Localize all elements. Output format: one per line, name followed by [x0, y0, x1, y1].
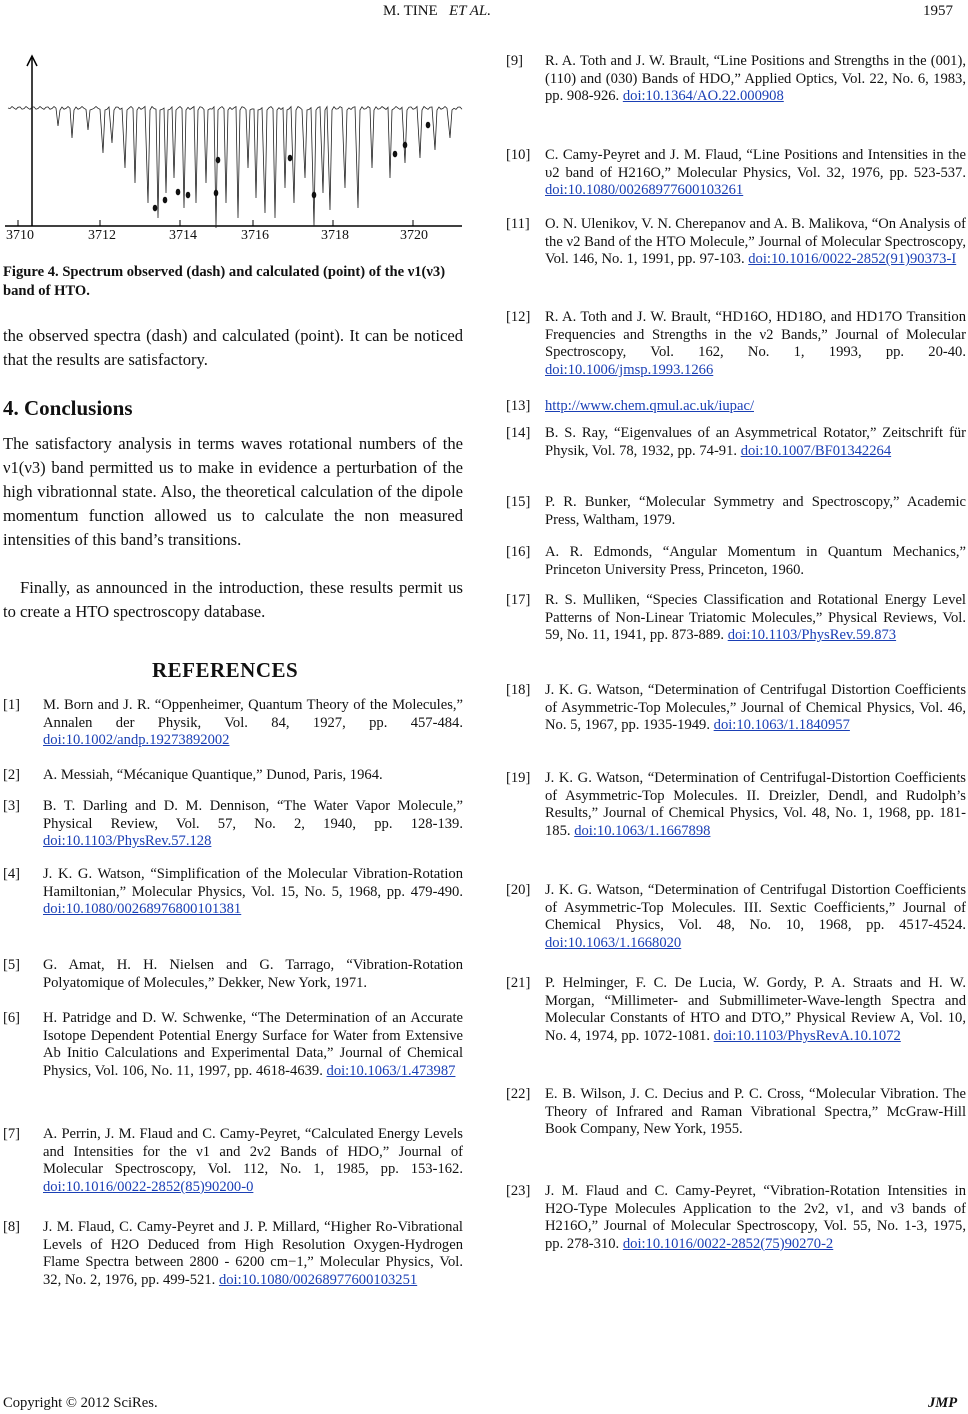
ref-text: R. A. Toth and J. W. Brault, “Line Positions and Strengths in the (001), (110) and (030) Bands of HDO,” Applied Optics, Vol. 22, No. 6, 1983, pp. 908-926.: [545, 53, 966, 105]
figure-caption: Figure 4. Spectrum observed (dash) and calculated (point) of the ν1(ν3) band of HTO.: [3, 264, 446, 299]
tick-label: 3716: [241, 228, 269, 243]
calculated-point: [403, 142, 408, 149]
ref-number: [21]: [506, 975, 531, 991]
ref-text: B. T. Darling and D. M. Dennison, “The Water Vapor Molecule,” Physical Review, Vol. 57, No. 2, 1940, pp. 128-139.: [43, 798, 463, 832]
page-number: 1957: [923, 3, 953, 19]
ref-doi-link[interactable]: doi:10.1063/1.1668020: [545, 934, 682, 951]
ref-number: [8]: [3, 1219, 21, 1235]
calculated-point: [312, 192, 317, 199]
header-authors: M. TINE: [383, 3, 438, 19]
x-axis-ticks: [0, 228, 470, 248]
journal-abbrev: JMP: [928, 1395, 958, 1411]
ref-text: G. Amat, H. H. Nielsen and G. Tarrago, “Vibration-Rotation Polyatomique of Molecules,” Dekker, New York, 1971.: [43, 957, 463, 991]
ref-doi-link[interactable]: doi:10.1006/jmsp.1993.1266: [545, 361, 714, 378]
ref-number: [12]: [506, 309, 531, 325]
ref-number: [14]: [506, 425, 531, 441]
ref-text: J. K. G. Watson, “Determination of Centrifugal Distortion Coefficients of Asymmetric-Top Molecules. III. Sextic Coefficients,” Journal of Chemical Physics, Vol. 48, No. 10, 1968, pp. 4517-4524.: [545, 882, 966, 934]
ref-number: [3]: [3, 798, 21, 814]
ref-text: P. R. Bunker, “Molecular Symmetry and Spectroscopy,” Academic Press, Waltham, 1979.: [545, 494, 966, 528]
ref-number: [16]: [506, 544, 531, 560]
tick-label: 3710: [6, 228, 34, 243]
ref-doi-link[interactable]: doi:10.1016/0022-2852(91)90373-I: [748, 251, 957, 268]
ref-number: [17]: [506, 592, 531, 608]
ref-number: [15]: [506, 494, 531, 510]
ref-text: H. Patridge and D. W. Schwenke, “The Determination of an Accurate Isotope Dependent Potential Energy Surface for Water from Extensive Ab Initio Calculations and Experimental Data,” Journal of Chemical Physics, Vol. 106, No. 11, 1997, pp. 4618-4639.: [43, 1010, 463, 1079]
ref-text: A. Messiah, “Mécanique Quantique,” Dunod, Paris, 1964.: [43, 767, 383, 783]
ref-doi-link[interactable]: doi:10.1103/PhysRevA.10.1072: [713, 1027, 901, 1044]
ref-doi-link[interactable]: doi:10.1016/0022-2852(75)90270-2: [622, 1235, 834, 1252]
ref-doi-link[interactable]: doi:10.1080/00268977600103251: [218, 1271, 418, 1288]
ref-text: R. A. Toth and J. W. Brault, “HD16O, HD18O, and HD17O Transition Frequencies and Strengths in the ν2 Bands,” Journal of Molecular Spectroscopy, Vol. 162, No. 1, 1993, pp. 20-40.: [545, 309, 966, 361]
ref-number: [19]: [506, 770, 531, 786]
header-et-al: ET AL.: [448, 3, 491, 19]
section-heading: 4. Conclusions: [3, 396, 133, 420]
ref-doi-link[interactable]: doi:10.1364/AO.22.000908: [622, 88, 784, 105]
tick-label: 3712: [88, 228, 116, 243]
ref-doi-link[interactable]: doi:10.1063/1.1840957: [713, 717, 850, 734]
spectrum-trace: [8, 107, 462, 229]
ref-text: A. R. Edmonds, “Angular Momentum in Quantum Mechanics,” Princeton University Press, Princeton, 1960.: [545, 544, 966, 578]
ref-text: B. S. Ray, “Eigenvalues of an Asymmetrical Rotator,” Zeitschrift für Physik, Vol. 78, 1932, pp. 74-91.: [545, 425, 966, 459]
calculated-point: [426, 122, 431, 129]
ref-number: [2]: [3, 767, 21, 783]
paragraph: Finally, as announced in the introduction, these results permit us to create a HTO spectroscopy database.: [3, 578, 463, 621]
ref-text: J. K. G. Watson, “Determination of Centrifugal-Distortion Coefficients of Asymmetric-Top Molecules. II. Dreizler, Dendl, and Rudolph’s Results,” Journal of Chemical Physics, Vol. 48, No. 1, 1968, pp. 181-185.: [545, 770, 966, 839]
calculated-point: [186, 192, 191, 199]
ref-doi-link[interactable]: doi:10.1063/1.473987: [326, 1062, 456, 1079]
ref-number: [22]: [506, 1086, 531, 1102]
ref-number: [6]: [3, 1010, 21, 1026]
ref-number: [7]: [3, 1126, 21, 1142]
ref-number: [4]: [3, 866, 21, 882]
references-heading: REFERENCES: [152, 658, 299, 682]
ref-number: [20]: [506, 882, 531, 898]
ref-number: [5]: [3, 957, 21, 973]
ref-doi-link[interactable]: doi:10.1103/PhysRev.59.873: [727, 627, 897, 644]
ref-url-link[interactable]: http://www.chem.qmul.ac.uk/iupac/: [545, 398, 754, 414]
calculated-point: [163, 197, 168, 204]
calculated-point: [393, 151, 398, 158]
ref-text: C. Camy-Peyret and J. M. Flaud, “Line Positions and Intensities in the υ2 band of H216O,” Molecular Physics, Vol. 32, 1976, pp. 523-537.: [545, 147, 966, 181]
ref-text: P. Helminger, F. C. De Lucia, W. Gordy, P. A. Straats and H. W. Morgan, “Millimeter- and Submillimeter-Wave-length Spectra and Molecular Constants of HTO and DTO,” Physical Review A, Vol. 10, No. 4, 1974, pp. 1072-1081.: [545, 975, 966, 1044]
ref-doi-link[interactable]: doi:10.1080/00268976800101381: [43, 901, 242, 918]
calculated-point: [288, 155, 293, 162]
ref-doi-link[interactable]: doi:10.1103/PhysRev.57.128: [43, 833, 212, 850]
ref-number: [9]: [506, 53, 524, 69]
ref-number: [13]: [506, 398, 531, 414]
ref-text: A. Perrin, J. M. Flaud and C. Camy-Peyret, “Calculated Energy Levels and Intensities for the ν1 and 2ν2 Bands of HDO,” Journal of Molecular Spectroscopy, Vol. 112, No. 1, 1985, pp. 153-162.: [43, 1126, 463, 1178]
ref-number: [1]: [3, 697, 21, 713]
ref-doi-link[interactable]: doi:10.1007/BF01342264: [740, 442, 892, 459]
ref-doi-link[interactable]: doi:10.1080/00268977600103261: [545, 182, 744, 199]
ref-text: E. B. Wilson, J. C. Decius and P. C. Cross, “Molecular Vibration. The Theory of Infrared and Raman Vibrational Spectra,” McGraw-Hill Book Company, New York, 1955.: [545, 1086, 966, 1138]
calculated-point: [214, 190, 219, 197]
calculated-point: [216, 157, 221, 164]
ref-text: M. Born and J. R. “Oppenheimer, Quantum Theory of the Molecules,” Annalen der Physik, Vol. 84, 1927, pp. 457-484.: [43, 697, 463, 731]
running-header: [383, 3, 491, 20]
tick-label: 3718: [321, 228, 349, 243]
ref-text: O. N. Ulenikov, V. N. Cherepanov and A. B. Malikova, “On Analysis of the ν2 Band of the HTO Molecule,” Journal of Molecular Spectroscopy, Vol. 146, No. 1, 1991, pp. 97-103.: [545, 216, 966, 268]
ref-number: [18]: [506, 682, 531, 698]
ref-text: J. M. Flaud and C. Camy-Peyret, “Vibration-Rotation Intensities in H2O-Type Molecules Application to the 2ν2, ν1, and ν3 bands of H216O,” Journal of Molecular Spectroscopy, Vol. 55, No. 1-3, 1975, pp. 278-310.: [545, 1183, 966, 1252]
ref-number: [23]: [506, 1183, 531, 1199]
tick-label: 3714: [169, 228, 197, 243]
ref-text: J. K. G. Watson, “Determination of Centrifugal Distortion Coefficients of Asymmetric-Top Molecules,” Journal of Chemical Physics, Vol. 46, No. 5, 1967, pp. 1935-1949.: [545, 682, 966, 734]
calculated-point: [176, 189, 181, 196]
calculated-point: [153, 205, 158, 212]
ref-text: J. M. Flaud, C. Camy-Peyret and J. P. Millard, “Higher Ro-Vibrational Levels of H2O Deduced from High Resolution Oxygen-Hydrogen Flame Spectra between 2800 - 6200 cm−1,” Molecular Physics, Vol. 32, No. 2, 1976, pp. 499-521.: [43, 1219, 463, 1288]
paragraph: the observed spectra (dash) and calculated (point). It can be noticed that the results are satisfactory.: [3, 326, 463, 369]
ref-text: J. K. G. Watson, “Simplification of the Molecular Vibration-Rotation Hamiltonian,” Molecular Physics, Vol. 15, No. 5, 1968, pp. 479-490.: [43, 866, 463, 900]
ref-number: [10]: [506, 147, 531, 163]
copyright: Copyright © 2012 SciRes.: [3, 1395, 158, 1411]
ref-number: [11]: [506, 216, 530, 232]
ref-text: R. S. Mulliken, “Species Classification and Rotational Energy Level Patterns of Non-Linear Triatomic Molecules,” Physical Reviews, Vol. 59, No. 11, 1941, pp. 873-889.: [545, 592, 966, 644]
ref-doi-link[interactable]: doi:10.1002/andp.19273892002: [43, 732, 230, 749]
ref-doi-link[interactable]: doi:10.1063/1.1667898: [574, 822, 711, 839]
paragraph: The satisfactory analysis in terms waves rotational numbers of the ν1(ν3) band permitted us to make in evidence a perturbation of the high vibrationnal state. Also, the theoretical calculation of the dipole momentum function allowed us to calculate the non measured intensities of this band’s transitions.: [3, 434, 463, 549]
tick-label: 3720: [400, 228, 428, 243]
ref-doi-link[interactable]: doi:10.1016/0022-2852(85)90200-0: [43, 1178, 254, 1195]
